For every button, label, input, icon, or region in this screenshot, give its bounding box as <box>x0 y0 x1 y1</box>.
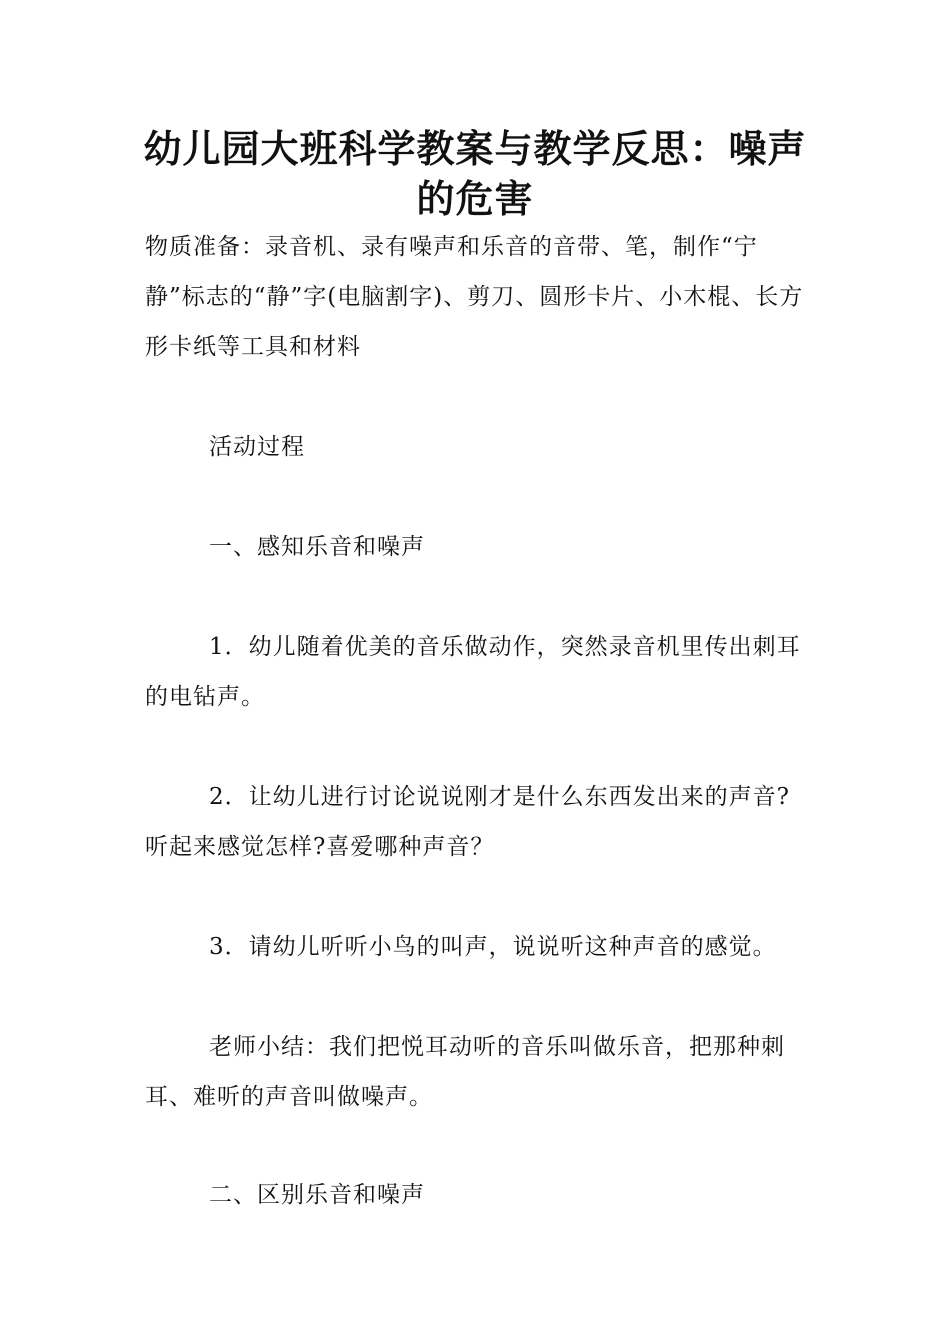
document-title: 幼儿园大班科学教案与教学反思：噪声的危害 <box>143 127 807 221</box>
step-three-paragraph: 3．请幼儿听听小鸟的叫声，说说听这种声音的感觉。 <box>209 934 777 960</box>
teacher-summary-paragraph: 老师小结：我们把悦耳动听的音乐叫做乐音，把那种刺耳、难听的声音叫做噪声。 <box>145 1034 785 1110</box>
step-two-paragraph: 2．让幼儿进行讨论说说刚才是什么东西发出来的声音?听起来感觉怎样?喜爱哪种声音？ <box>145 784 790 860</box>
section-heading-activity-process: 活动过程 <box>209 434 305 460</box>
section-heading-part-one: 一、感知乐音和噪声 <box>209 534 425 560</box>
step-one-paragraph: 1．幼儿随着优美的音乐做动作，突然录音机里传出刺耳的电钻声。 <box>145 634 801 710</box>
materials-paragraph: 物质准备：录音机、录有噪声和乐音的音带、笔，制作“宁静”标志的“静”字(电脑割字)、剪刀、圆形卡片、小木棍、长方形卡纸等工具和材料 <box>145 234 804 360</box>
section-heading-part-two: 二、区别乐音和噪声 <box>209 1182 425 1208</box>
